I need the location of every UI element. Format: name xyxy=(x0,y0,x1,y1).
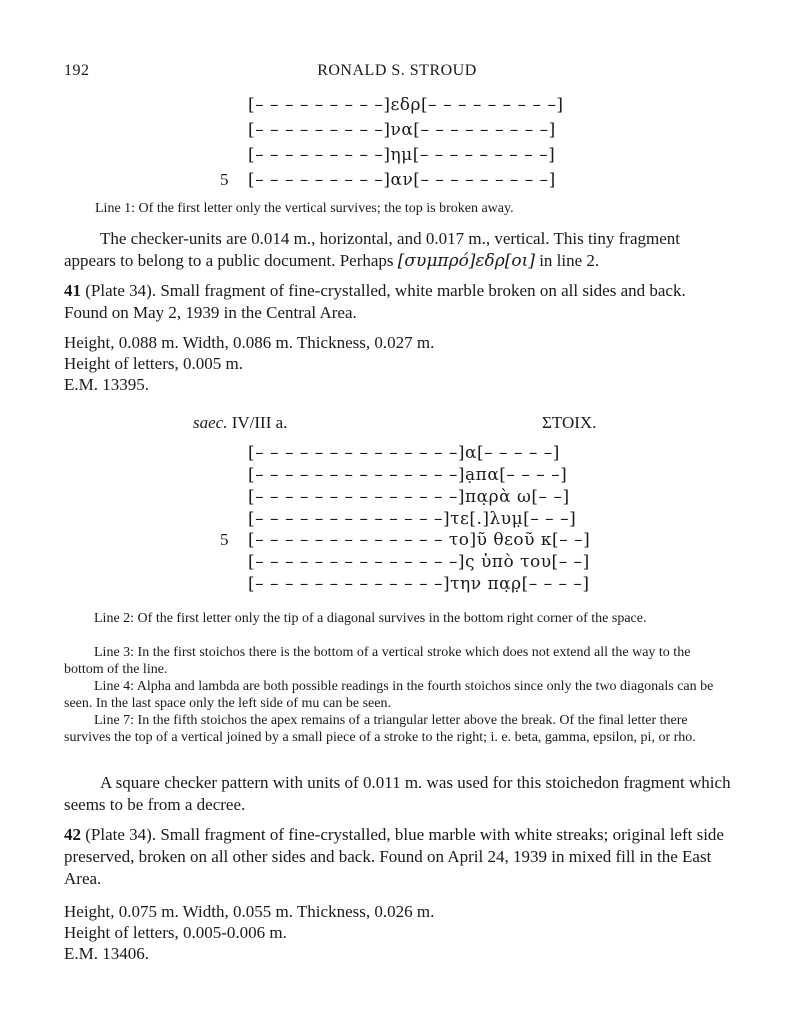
entry-number: 41 xyxy=(64,281,81,300)
inscription-line-3: [– – – – – – – – –]ημ[– – – – – – – – –] xyxy=(248,145,556,165)
commentary-paragraph: The checker-units are 0.014 m., horizontal, and 0.017 m., vertical. This tiny fragment appears to belong to a public document. Perhaps [συμπρό]εδρ[οι] in line 2. xyxy=(64,229,681,271)
entry-42-dimensions: Height, 0.075 m. Width, 0.055 m. Thickness, 0.026 m. xyxy=(64,902,435,921)
line-number: 5 xyxy=(220,530,229,549)
entry-42-heading: 42 (Plate 34). Small fragment of fine-crystalled, blue marble with white streaks; original left side preserved, broken on all other sides and back. Found on April 24, 1939 in mixed fill in the East Area. xyxy=(64,825,724,888)
inscription-line-1: [– – – – – – – – – – – – – –]α[– – – – –] xyxy=(248,443,560,463)
line-number: 5 xyxy=(220,170,229,189)
inscription-line-1: [– – – – – – – – –]εδρ[– – – – – – – – –] xyxy=(248,95,564,115)
page-number: 192 xyxy=(64,62,90,79)
inscription-line-5: [– – – – – – – – – – – – – το]ῦ θεοῦ κ[– –] xyxy=(248,530,591,550)
entry-41-heading: 41 (Plate 34). Small fragment of fine-crystalled, white marble broken on all sides and back. Found on May 2, 1939 in the Central Area. xyxy=(64,281,686,322)
inscription-line-4: [– – – – – – – – –]αν[– – – – – – – – –] xyxy=(248,170,556,190)
inscription-line-7: [– – – – – – – – – – – – –]την πα̣ρ̣[– – – –] xyxy=(248,574,590,594)
epigraphic-note-line-4: Line 4: Alpha and lambda are both possible readings in the fourth stoichos since only the two diagonals can be seen. In the last space only the left side of mu can be seen. xyxy=(64,679,714,711)
inscription-line-2: [– – – – – – – – –]να[– – – – – – – – –] xyxy=(248,120,556,140)
inscription-line-6: [– – – – – – – – – – – – – –]ς ὑπὸ του[– –] xyxy=(248,552,590,572)
inscription-line-4: [– – – – – – – – – – – – –]τε[.]λυμ̣[– – –] xyxy=(248,509,577,529)
entry-41-inventory: E.M. 13395. xyxy=(64,375,149,394)
entry-42-letter-height: Height of letters, 0.005-0.006 m. xyxy=(64,923,287,942)
greek-restoration: [συμπρό]εδρ[οι] xyxy=(397,251,535,271)
epigraphic-note-line-2: Line 2: Of the first letter only the tip of a diagonal survives in the bottom right corner of the space. xyxy=(94,611,647,626)
entry-41-dimensions: Height, 0.088 m. Width, 0.086 m. Thickness, 0.027 m. xyxy=(64,333,435,352)
entry-41-letter-height: Height of letters, 0.005 m. xyxy=(64,354,243,373)
commentary-paragraph: A square checker pattern with units of 0.011 m. was used for this stoichedon fragment which seems to be from a decree. xyxy=(64,773,731,814)
inscription-line-2: [– – – – – – – – – – – – – –]ạπα[– – – –] xyxy=(248,465,568,485)
epigraphic-note: Line 1: Of the first letter only the vertical survives; the top is broken away. xyxy=(95,201,514,216)
entry-number: 42 xyxy=(64,825,81,844)
running-head: RONALD S. STROUD xyxy=(317,62,477,79)
epigraphic-note-line-7: Line 7: In the fifth stoichos the apex remains of a triangular letter above the break. Of the final letter there survives the top of a vertical joined by a small piece of a stroke to the right; i. e. beta, gamma, epsilon, pi, or rho. xyxy=(64,713,696,745)
epigraphic-note-line-3: Line 3: In the first stoichos there is the bottom of a vertical stroke which does not extend all the way to the bottom of the line. xyxy=(64,645,691,677)
date-label: saec. IV/III a. xyxy=(193,413,288,432)
entry-42-inventory: E.M. 13406. xyxy=(64,944,149,963)
stoichedon-label: ΣΤΟΙΧ. xyxy=(542,413,597,432)
inscription-line-3: [– – – – – – – – – – – – – –]πα̣ρὰ ω[– –] xyxy=(248,487,570,507)
